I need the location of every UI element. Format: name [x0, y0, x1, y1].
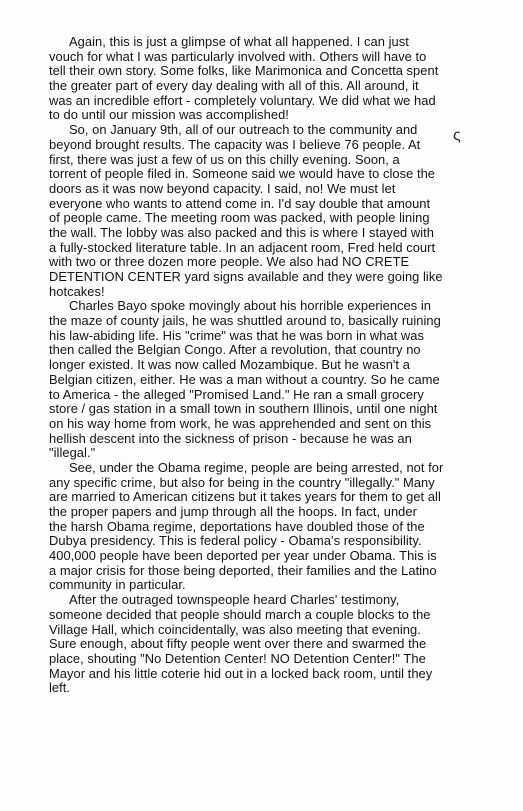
text-line: with two or three dozen more people. We also had NO CRETE [49, 254, 410, 270]
text-line: everyone who wants to attend come in. I'd say double that amount [49, 195, 431, 211]
text-line: left. [49, 680, 71, 696]
text-line: to America - the alleged "Promised Land." He ran a small grocery [49, 386, 424, 402]
body-text [49, 35, 487, 696]
text-line: 400,000 people have been deported per year under Obama. This is [49, 548, 437, 564]
text-line: are married to American citizens but it takes years for them to get all [49, 489, 441, 505]
text-line: After the outraged townspeople heard Charles' testimony, [69, 592, 400, 608]
text-line: Mayor and his little coterie hid out in a locked back room, until they [49, 665, 433, 681]
text-line: his law-abiding life. His "crime" was that he was born in what was [49, 327, 424, 343]
text-line: the wall. The lobby was also packed and this is where I stayed with [49, 224, 435, 240]
text-line: a fully-stocked literature table. In an adjacent room, Fred held court [49, 239, 436, 255]
text-line: to do until our mission was accomplished! [49, 107, 289, 123]
text-line: community in particular. [49, 577, 186, 593]
text-line: Sure enough, about fifty people went over there and swarmed the [49, 636, 427, 652]
text-line: longer existed. It was now called Mozambique. But he wasn't a [49, 357, 410, 373]
text-line: Belgian citizen, either. He was a man without a country. So he came [49, 371, 440, 387]
text-line: the proper papers and jump through all the hoops. In fact, under [49, 504, 417, 519]
text-line: hellish descent into the sickness of prison - because he was an [49, 430, 412, 446]
text-line: Again, this is just a glimpse of what all happened. I can just [69, 34, 409, 49]
text-line: hotcakes! [49, 283, 105, 299]
text-line: the greater part of every day dealing with all of this. All around, it [49, 78, 419, 94]
text-line: a major crisis for those being deported, their families and the Latino [49, 562, 437, 578]
text-line: on his way home from work, he was apprehended and sent on this [49, 415, 432, 431]
text-line: DETENTION CENTER yard signs available and they were going like [49, 269, 443, 284]
text-line: Charles Bayo spoke movingly about his horrible experiences in [69, 298, 432, 314]
text-line: someone decided that people should march a couple blocks to the [49, 606, 431, 622]
text-line: of people came. The meeting room was packed, with people lining [49, 210, 430, 226]
text-line: store / gas station in a small town in southern Illinois, until one night [49, 401, 438, 417]
text-line: the harsh Obama regime, deportations have doubled those of the [49, 518, 425, 534]
text-line: first, there was just a few of us on this chilly evening. Soon, a [49, 151, 400, 167]
text-line: the maze of county jails, he was shuttled around to, basically ruining [49, 313, 441, 329]
text-line: doors as it was now beyond capacity. I said, no! We must let [49, 180, 396, 196]
handwritten-margin-mark: ς [453, 127, 461, 144]
text-line: beyond brought results. The capacity was I believe 76 people. At [49, 136, 421, 152]
text-line: any specific crime, but also for being in the country "illegally." Many [49, 474, 435, 490]
text-line: tell their own story. Some folks, like Marimonica and Concetta spent [49, 63, 439, 79]
text-line: was an incredible effort - completely voluntary. We did what we had [49, 92, 436, 108]
text-line: then called the Belgian Congo. After a revolution, that country no [49, 342, 421, 358]
text-line: So, on January 9th, all of our outreach to the community and [69, 122, 418, 138]
text-line: place, shouting "No Detention Center! NO Detention Center!" The [49, 650, 426, 666]
text-line: Village Hall, which coincidentally, was also meeting that evening. [49, 621, 421, 637]
text-line: "illegal." [49, 445, 96, 461]
text-line: See, under the Obama regime, people are being arrested, not for [69, 459, 444, 475]
text-line: Dubya presidency. This is federal policy - Obama's responsibility. [49, 533, 422, 549]
text-line: vouch for what I was particularly involved with. Others will have to [49, 48, 427, 64]
text-line: torrent of people filed in. Someone said we would have to close the [49, 166, 436, 182]
